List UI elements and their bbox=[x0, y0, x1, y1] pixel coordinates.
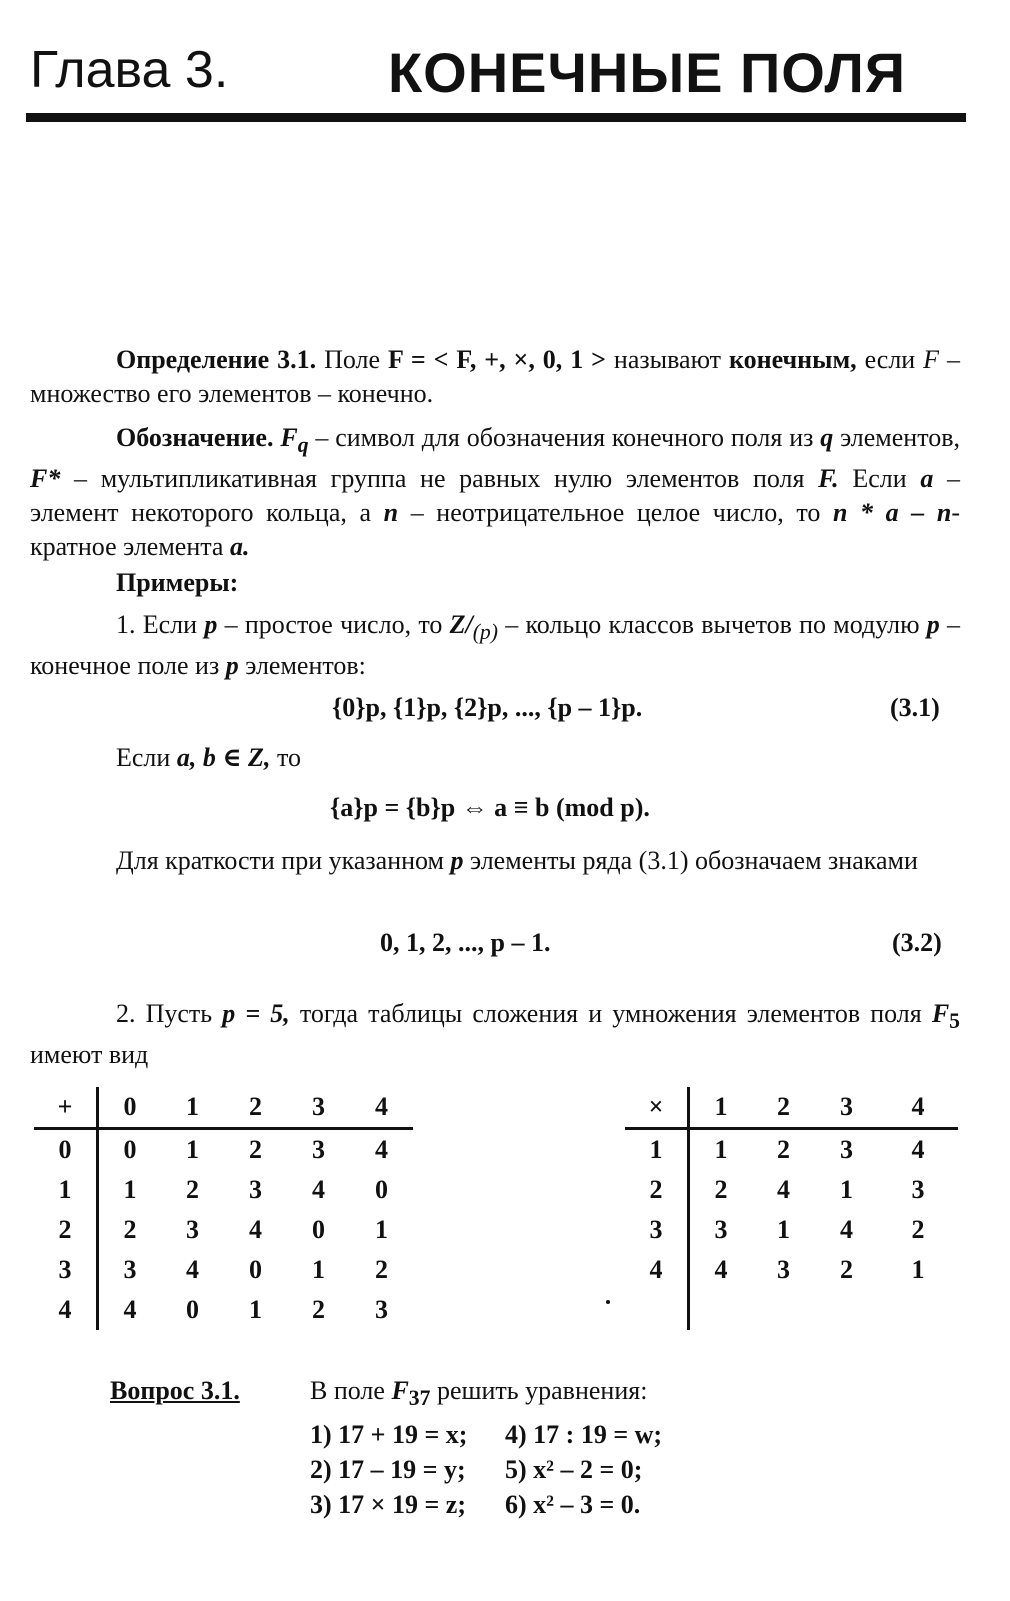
equation-3: 3) 17 × 19 = z; bbox=[310, 1490, 466, 1519]
addition-table-header: 4 bbox=[350, 1087, 413, 1129]
table-cell: 4 bbox=[714, 1255, 728, 1284]
table-row bbox=[625, 1129, 958, 1171]
table-cell: 3 bbox=[123, 1255, 137, 1284]
examples-heading-line bbox=[30, 566, 960, 600]
addition-table bbox=[34, 1087, 413, 1330]
table-cell: 2 bbox=[714, 1175, 728, 1204]
table-cell: 3 bbox=[375, 1295, 388, 1324]
table-row bbox=[34, 1290, 413, 1330]
table-cell: 4 bbox=[777, 1175, 790, 1204]
table-cell: 1 bbox=[249, 1295, 262, 1324]
table-cell: 1 bbox=[714, 1135, 728, 1164]
table-cell: 1 bbox=[911, 1255, 925, 1284]
definition-math-f: F bbox=[923, 345, 940, 374]
table-cell: 0 bbox=[186, 1295, 199, 1324]
row-header: 2 bbox=[34, 1210, 98, 1250]
definition-text-c: если bbox=[856, 345, 924, 374]
table-row bbox=[34, 1250, 413, 1290]
example1-z: Z/ bbox=[449, 610, 473, 639]
table-cell: 3 bbox=[714, 1215, 728, 1244]
table-cell: 3 bbox=[249, 1175, 262, 1204]
table-cell: 0 bbox=[375, 1175, 388, 1204]
table-cell: 1 bbox=[840, 1175, 853, 1204]
equation-2: 2) 17 – 19 = y; bbox=[310, 1455, 466, 1484]
example2-f5: F bbox=[931, 999, 950, 1028]
addition-table-header: 0 bbox=[98, 1087, 162, 1129]
example2-text-b: тогда таблицы сложения и умножения элементов поля bbox=[289, 999, 932, 1028]
notation-text-e: Если bbox=[838, 464, 921, 494]
multiplication-table-header-row bbox=[625, 1087, 958, 1129]
addition-table-corner: + bbox=[34, 1087, 98, 1129]
notation-text-g: – неотрицательное целое число, то bbox=[398, 498, 833, 528]
question-text bbox=[310, 1376, 647, 1411]
row-header: 2 bbox=[625, 1170, 689, 1210]
notation-text-f: – элемент некоторого кольца, а bbox=[30, 464, 961, 528]
table-row bbox=[625, 1250, 958, 1290]
table-cell: 2 bbox=[777, 1135, 790, 1164]
multiplication-table-corner: × bbox=[625, 1087, 689, 1129]
notation-f: F bbox=[273, 423, 298, 452]
formula-mod: {a}p = {b}p ⇔ a ≡ b (mod p). bbox=[330, 793, 650, 822]
table-cell-empty bbox=[815, 1290, 878, 1330]
table-cell-empty bbox=[878, 1290, 958, 1330]
addition-table-header: 1 bbox=[161, 1087, 224, 1129]
question-text-a: В поле bbox=[310, 1376, 392, 1405]
notation-text-c: элементов, bbox=[833, 423, 960, 452]
equation-6: 6) x² – 3 = 0. bbox=[505, 1490, 641, 1519]
header-rule bbox=[26, 113, 966, 122]
formula-3-1: {0}p, {1}p, {2}p, ..., {p – 1}p. bbox=[332, 693, 643, 722]
table-cell: 1 bbox=[312, 1255, 325, 1284]
table-cell: 2 bbox=[375, 1255, 388, 1284]
example1-zsub: (p) bbox=[472, 620, 498, 645]
if-line-text-b: то bbox=[270, 743, 301, 772]
table-cell: 3 bbox=[911, 1175, 925, 1204]
if-line-text-a: Если bbox=[116, 743, 177, 772]
question-f-sub: 37 bbox=[408, 1386, 431, 1411]
table-row bbox=[625, 1210, 958, 1250]
brevity-paragraph bbox=[30, 844, 960, 878]
table-cell: 1 bbox=[375, 1215, 388, 1244]
notation-a: a bbox=[920, 464, 934, 494]
if-line-math: a, b ∈ Z, bbox=[176, 743, 271, 772]
row-header: 1 bbox=[34, 1170, 98, 1210]
question-text-b: решить уравнения: bbox=[430, 1376, 648, 1405]
table-cell: 4 bbox=[312, 1175, 325, 1204]
multiplication-table-header: 2 bbox=[752, 1087, 815, 1129]
definition-text: Поле bbox=[316, 345, 388, 374]
multiplication-table-header: 3 bbox=[815, 1087, 878, 1129]
equation-1: 1) 17 + 19 = x; bbox=[310, 1420, 468, 1449]
table-cell: 3 bbox=[840, 1135, 853, 1164]
table-row bbox=[34, 1129, 413, 1171]
table-cell: 0 bbox=[249, 1255, 262, 1284]
formula-3-2: 0, 1, 2, ..., p – 1. bbox=[380, 928, 551, 957]
brevity-p: p bbox=[450, 846, 464, 875]
notation-fq-sub: q bbox=[297, 433, 309, 458]
definition-paragraph bbox=[30, 343, 960, 411]
question-f: F bbox=[391, 1376, 409, 1405]
example1-text-a: 1. Если bbox=[116, 610, 205, 639]
notation-text-b: – символ для обозначения конечного поля из bbox=[308, 423, 821, 452]
multiplication-table-header: 1 bbox=[689, 1087, 753, 1129]
table-row-empty bbox=[625, 1290, 958, 1330]
addition-table-header: 3 bbox=[287, 1087, 350, 1129]
example2-paragraph bbox=[30, 997, 960, 1072]
question-label: Вопрос 3.1. bbox=[110, 1376, 240, 1405]
example2-text-a: 2. Пусть bbox=[116, 999, 223, 1028]
row-header: 1 bbox=[625, 1129, 689, 1171]
example1-p: p bbox=[204, 610, 218, 639]
notation-paragraph bbox=[30, 421, 960, 564]
table-cell: 4 bbox=[911, 1135, 925, 1164]
brevity-text-a: Для краткости при указанном bbox=[116, 846, 451, 875]
table-cell: 4 bbox=[186, 1255, 199, 1284]
chapter-title: КОНЕЧНЫЕ ПОЛЯ bbox=[388, 41, 907, 104]
example1-p3: p bbox=[225, 651, 239, 681]
example1-text-b: – простое число, то bbox=[217, 610, 450, 639]
definition-math: F = < F, +, ×, 0, 1 > bbox=[387, 345, 606, 374]
example1-text-d: – конечное поле из bbox=[30, 610, 961, 681]
row-header: 4 bbox=[34, 1290, 98, 1330]
table-cell: 1 bbox=[777, 1215, 790, 1244]
row-header-empty bbox=[625, 1290, 689, 1330]
example1-p2: p bbox=[926, 610, 940, 639]
example1-paragraph bbox=[30, 608, 960, 683]
table-cell: 4 bbox=[375, 1135, 388, 1164]
notation-q: q bbox=[820, 423, 834, 452]
table-cell: 2 bbox=[312, 1295, 325, 1324]
row-header: 0 bbox=[34, 1129, 98, 1171]
table-cell: 4 bbox=[840, 1215, 853, 1244]
notation-a2: a. bbox=[229, 532, 250, 562]
addition-table-header: 2 bbox=[224, 1087, 287, 1129]
notation-label: Обозначение. bbox=[116, 423, 274, 452]
table-cell: 2 bbox=[186, 1175, 199, 1204]
row-header: 3 bbox=[625, 1210, 689, 1250]
notation-text-d: – мультипликативная группа не равных нулю элементов поля bbox=[60, 464, 819, 494]
notation-f2: F. bbox=[818, 464, 839, 494]
examples-heading: Примеры: bbox=[116, 568, 239, 597]
table-cell-empty bbox=[689, 1290, 753, 1330]
example1-text-c: – кольцо классов вычетов по модулю bbox=[497, 610, 927, 639]
notation-text-h: -кратное элемента bbox=[30, 498, 960, 562]
table-cell: 0 bbox=[312, 1215, 325, 1244]
table-cell: 4 bbox=[249, 1215, 262, 1244]
equation-number-3-2: (3.2) bbox=[892, 928, 942, 957]
multiplication-table bbox=[625, 1087, 958, 1330]
table-cell-empty bbox=[752, 1290, 815, 1330]
table-cell: 3 bbox=[777, 1255, 790, 1284]
table-cell: 2 bbox=[123, 1215, 137, 1244]
table-cell: 1 bbox=[123, 1175, 137, 1204]
example2-math: p = 5, bbox=[222, 999, 290, 1028]
notation-fstar: F* bbox=[30, 464, 61, 494]
multiplication-table-header: 4 bbox=[878, 1087, 958, 1129]
definition-text-b: называют bbox=[605, 345, 729, 374]
notation-n: n bbox=[383, 498, 399, 528]
example2-f5-sub: 5 bbox=[949, 1009, 960, 1034]
equation-5: 5) x² – 2 = 0; bbox=[505, 1455, 643, 1484]
table-row bbox=[34, 1210, 413, 1250]
table-cell: 0 bbox=[123, 1135, 137, 1164]
table-row bbox=[34, 1170, 413, 1210]
stray-dot bbox=[606, 1300, 610, 1304]
addition-table-header-row bbox=[34, 1087, 413, 1129]
notation-nstar: n * a – n bbox=[833, 498, 952, 528]
table-cell: 2 bbox=[840, 1255, 853, 1284]
table-cell: 2 bbox=[249, 1135, 262, 1164]
chapter-label: Глава 3. bbox=[30, 41, 229, 99]
if-line bbox=[30, 741, 960, 775]
definition-bold-word: конечным, bbox=[728, 345, 857, 374]
equation-number-3-1: (3.1) bbox=[890, 693, 940, 722]
table-cell: 4 bbox=[123, 1295, 137, 1324]
example1-text-e: элементов: bbox=[238, 651, 366, 681]
table-row bbox=[625, 1170, 958, 1210]
table-cell: 1 bbox=[186, 1135, 199, 1164]
equation-4: 4) 17 : 19 = w; bbox=[505, 1420, 663, 1449]
definition-text-d: – множество его элементов – конечно. bbox=[30, 345, 960, 408]
table-cell: 2 bbox=[911, 1215, 925, 1244]
row-header: 3 bbox=[34, 1250, 98, 1290]
example2-text-c: имеют вид bbox=[30, 1040, 149, 1070]
table-cell: 3 bbox=[186, 1215, 199, 1244]
table-cell: 3 bbox=[312, 1135, 325, 1164]
brevity-text-b: элементы ряда (3.1) обозначаем знаками bbox=[463, 846, 918, 875]
definition-label: Определение 3.1. bbox=[116, 345, 317, 374]
row-header: 4 bbox=[625, 1250, 689, 1290]
